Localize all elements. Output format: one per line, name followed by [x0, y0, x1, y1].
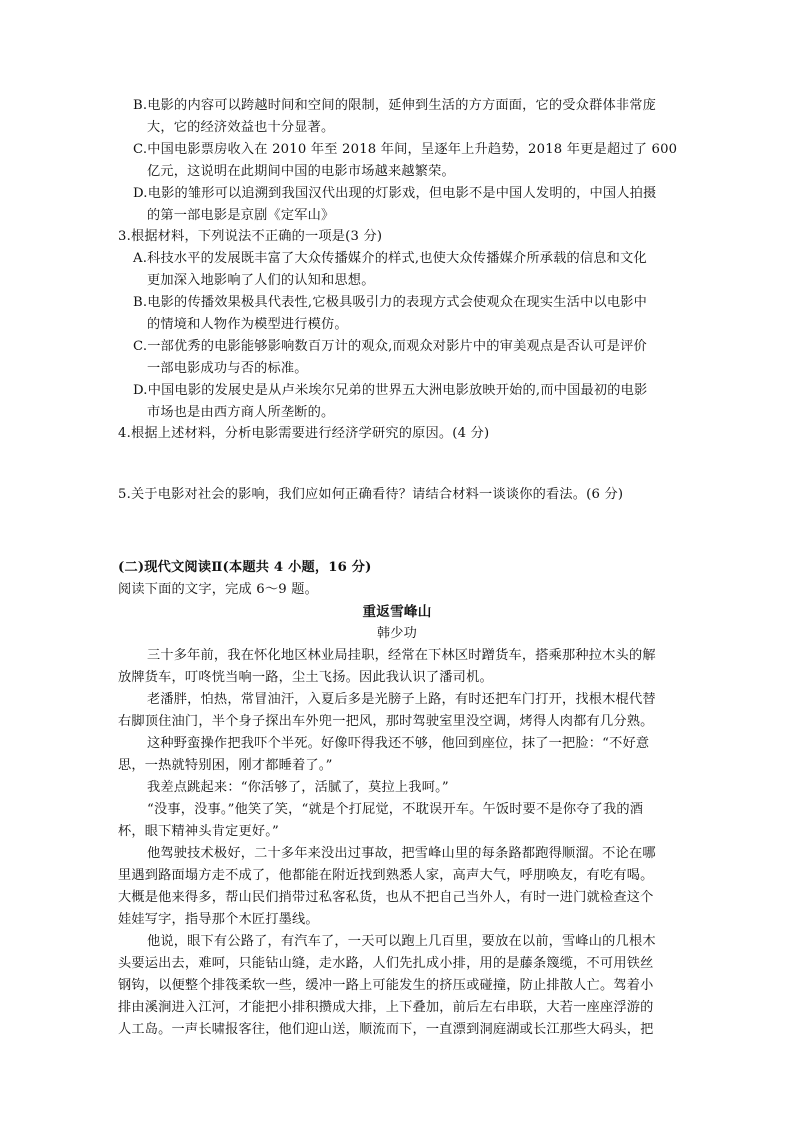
paragraph-7-line2: 头要运出去，难呵，只能钻山缝，走水路，人们先扎成小排，用的是藤条篾缆，不可用铁丝: [118, 956, 654, 971]
q3-option-b-line2: 的情境和人物作为模型进行模仿。: [147, 317, 348, 332]
paragraph-3-line2: 思，一热就特别困，刚才都睡着了。”: [118, 758, 333, 773]
paragraph-1-line2: 放牌货车，叮咚恍当响一路，尘土飞扬。因此我认识了潘司机。: [118, 670, 493, 685]
q3-option-c-line2: 一部电影成功与否的标准。: [147, 361, 308, 376]
paragraph-3-line1: 这种野蛮操作把我吓个半死。好像吓得我还不够，他回到座位，抹了一把脸：“不好意: [147, 736, 650, 751]
question-3-stem: 3.根据材料，下列说法不正确的一项是(3 分): [118, 229, 383, 244]
q3prev-option-c-line1: C.中国电影票房收入在 2010 年至 2018 年间，呈逐年上升趋势，2018 年更是超过了 600: [133, 142, 678, 157]
paragraph-1-line1: 三十多年前，我在怀化地区林业局挂职，经常在下林区时蹭货车，搭乘那种拉木头的解: [147, 648, 656, 663]
q3-option-a-line1: A.科技水平的发展既丰富了大众传播媒介的样式,也使大众传播媒介所承载的信息和文化: [133, 251, 647, 266]
paragraph-6-line2: 里遇到路面塌方走不成了，他都能在附近找到熟悉人家，高声大气，呼朋唤友，有吃有喝。: [118, 868, 654, 883]
paragraph-7-line1: 他说，眼下有公路了，有汽车了，一天可以跑上几百里，要放在以前，雪峰山的几根木: [147, 934, 656, 949]
q3-option-a-line2: 更加深入地影响了人们的认知和思想。: [147, 273, 375, 288]
paragraph-5-line1: “没事，没事。”他笑了笑，“就是个打屁觉，不耽误开车。午饭时要不是你夺了我的酒: [147, 802, 644, 817]
section-instruction: 阅读下面的文字，完成 6～9 题。: [118, 582, 319, 597]
paragraph-6-line1: 他驾驶技术极好，二十多年来没出过事故，把雪峰山里的每条路都跑得顺溜。不论在哪: [147, 846, 656, 861]
q3prev-option-c-line2: 亿元，这说明在此期间中国的电影市场越来越繁荣。: [147, 164, 455, 179]
section-heading: (二)现代文阅读Ⅱ(本题共 4 小题，16 分): [118, 560, 372, 575]
paragraph-6-line4: 娃娃写字，指导那个木匠打墨线。: [118, 912, 319, 927]
paragraph-2-line2: 右脚顶住油门，半个身子探出车外兜一把风，那时驾驶室里没空调，烤得人肉都有几分熟。: [118, 714, 654, 729]
q3prev-option-d-line1: D.电影的雏形可以追溯到我国汉代出现的灯影戏，但电影不是中国人发明的，中国人拍摄: [133, 186, 657, 201]
paragraph-7-line3: 钢钩，以便整个排筏柔软一些，缓冲一路上可能发生的挤压或碰撞，防止排散人亡。驾着小: [118, 978, 654, 993]
paragraph-5-line2: 杯，眼下精神头肯定更好。”: [118, 824, 279, 839]
paragraph-7-line5: 人工岛。一声长啸报客往，他们迎山送，顺流而下，一直漂到洞庭湖或长江那些大码头，把: [118, 1022, 654, 1037]
q3prev-option-b-line2: 大，它的经济效益也十分显著。: [147, 120, 335, 135]
paragraph-2-line1: 老潘胖，怕热，常冒油汗，入夏后多是光膀子上路，有时还把车门打开，找根木棍代替: [147, 692, 656, 707]
article-title: 重返雪峰山: [362, 604, 432, 620]
q3prev-option-b-line1: B.电影的内容可以跨越时间和空间的限制，延伸到生活的方方面面，它的受众群体非常庞: [133, 98, 657, 113]
paragraph-4-line1: 我差点跳起来：“你活够了，活腻了，莫拉上我呵。”: [147, 780, 449, 795]
q3-option-b-line1: B.电影的传播效果极具代表性,它极具吸引力的表现方式会使观众在现实生活中以电影中: [133, 295, 648, 310]
question-5: 5.关于电影对社会的影响，我们应如何正确看待？请结合材料一谈谈你的看法。(6 分): [118, 487, 624, 502]
q3prev-option-d-line2: 的第一部电影是京剧《定军山》: [147, 208, 335, 223]
paragraph-6-line3: 大概是他来得多，帮山民们捎带过私客私货，也从不把自己当外人，有时一进门就检查这个: [118, 890, 654, 905]
q3-option-d-line1: D.中国电影的发展史是从卢米埃尔兄弟的世界五大洲电影放映开始的,而中国最初的电影: [133, 383, 648, 398]
q3-option-d-line2: 市场也是由西方商人所垄断的。: [147, 405, 335, 420]
article-author: 韩少功: [376, 626, 418, 641]
paragraph-7-line4: 排由溪涧进入江河，才能把小排积攒成大排，上下叠加，前后左右串联，大若一座座浮游的: [118, 1000, 654, 1015]
question-4: 4.根据上述材料，分析电影需要进行经济学研究的原因。(4 分): [118, 426, 490, 441]
q3-option-c-line1: C.一部优秀的电影能够影响数百万计的观众,而观众对影片中的审美观点是否认可是评价: [133, 339, 647, 354]
